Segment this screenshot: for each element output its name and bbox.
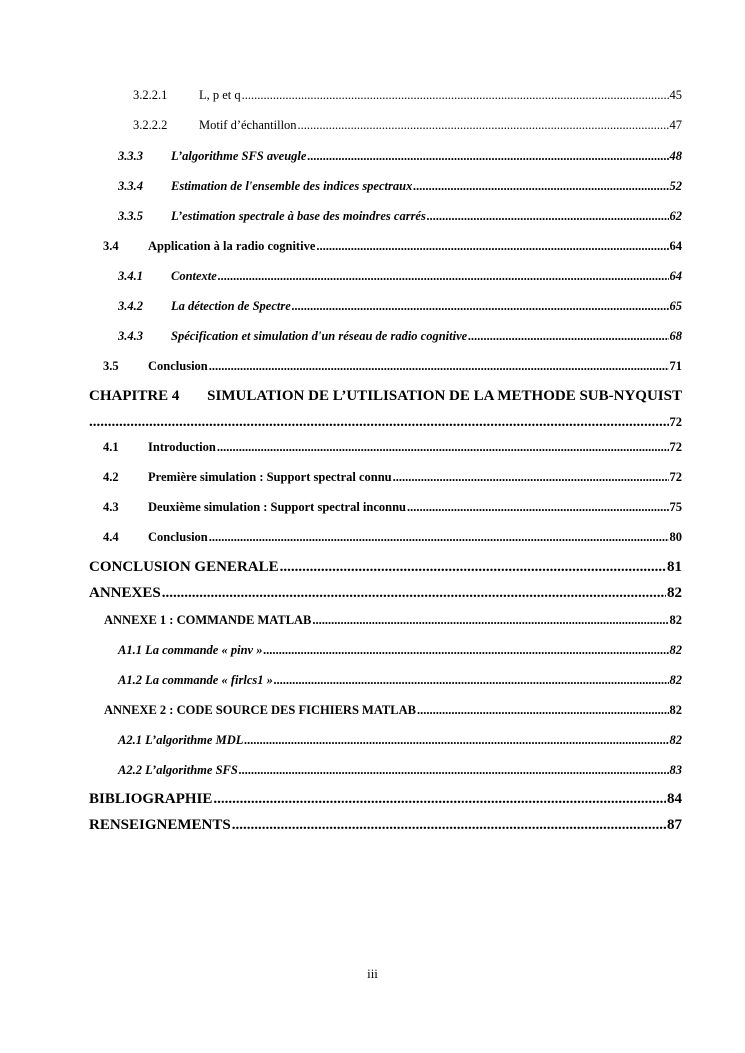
dot-leader xyxy=(292,299,669,314)
toc-entry-a2-2[interactable] xyxy=(89,763,682,778)
toc-entry-page: 81 xyxy=(667,559,682,575)
toc-entry-number: 4.1 xyxy=(103,440,119,454)
toc-entry-chapter-4[interactable] xyxy=(89,388,682,405)
toc-entry-page: 72 xyxy=(669,440,682,454)
toc-entry-number: 3.2.2.2 xyxy=(133,118,168,132)
dot-leader xyxy=(417,703,669,718)
toc-entry-3-2-2-1[interactable] xyxy=(89,88,682,103)
toc-entry-number: 3.3.4 xyxy=(118,179,143,193)
toc-entry-4-1[interactable] xyxy=(89,440,682,455)
toc-entry-3-3-3[interactable] xyxy=(89,149,682,164)
toc-entry-annexe-1[interactable] xyxy=(89,613,682,628)
toc-entry-4-4[interactable] xyxy=(89,530,682,545)
toc-entry-title: L’algorithme SFS aveugle xyxy=(171,149,307,163)
toc-entry-number: 3.3.5 xyxy=(118,209,143,223)
toc-entry-title: Estimation de l'ensemble des indices spectraux xyxy=(171,179,413,193)
toc-entry-title: ANNEXES xyxy=(89,585,161,601)
toc-entry-number: 3.4.3 xyxy=(118,329,143,343)
toc-entry-title: La détection de Spectre xyxy=(171,299,291,313)
toc-entry-title: Conclusion xyxy=(148,530,208,544)
toc-entry-page: 82 xyxy=(669,673,682,687)
toc-entry-title: A2.1 L’algorithme MDL xyxy=(118,733,244,747)
dot-leader xyxy=(218,269,669,284)
toc-entry-3-4-3[interactable] xyxy=(89,329,682,344)
dot-leader xyxy=(263,643,668,658)
toc-entry-page: 84 xyxy=(667,791,682,807)
toc-entry-number: 3.5 xyxy=(103,359,119,373)
toc-entry-a1-2[interactable] xyxy=(89,673,682,688)
toc-entry-page: 72 xyxy=(669,415,682,429)
toc-entry-3-5[interactable] xyxy=(89,359,682,374)
toc-entry-conclusion-generale[interactable] xyxy=(89,559,682,576)
dot-leader xyxy=(89,414,669,431)
toc-entry-page: 47 xyxy=(669,118,682,132)
toc-entry-number: 3.4 xyxy=(103,239,119,253)
toc-entry-title: Deuxième simulation : Support spectral inconnu xyxy=(148,500,407,514)
toc-entry-page: 45 xyxy=(669,88,682,102)
toc-entry-3-2-2-2[interactable] xyxy=(89,118,682,133)
toc-entry-3-3-4[interactable] xyxy=(89,179,682,194)
toc-entry-page: 82 xyxy=(667,585,682,601)
toc-entry-page: 82 xyxy=(669,613,682,627)
dot-leader xyxy=(413,179,668,194)
page-number: iii xyxy=(367,966,378,981)
chapter-label: CHAPITRE 4 xyxy=(89,388,180,404)
toc-entry-title: Introduction xyxy=(148,440,216,454)
chapter-4-leader-line[interactable] xyxy=(89,414,682,431)
dot-leader xyxy=(209,530,669,545)
toc-entry-title: Motif d’échantillon xyxy=(199,118,297,132)
dot-leader xyxy=(307,149,668,164)
dot-leader xyxy=(213,791,666,808)
toc-entry-page: 64 xyxy=(669,239,682,253)
toc-entry-title: Application à la radio cognitive xyxy=(148,239,316,253)
dot-leader xyxy=(468,329,668,344)
toc-entry-number: 3.3.3 xyxy=(118,149,143,163)
toc-entry-title: Spécification et simulation d'un réseau de radio cognitive xyxy=(171,329,468,343)
toc-entry-title: A1.2 La commande « firlcs1 » xyxy=(118,673,273,687)
toc-entry-renseignements[interactable] xyxy=(89,817,682,834)
toc-entry-page: 62 xyxy=(669,209,682,223)
toc-entry-page: 75 xyxy=(669,500,682,514)
toc-entry-title: A1.1 La commande « pinv » xyxy=(118,643,263,657)
toc-entry-annexes[interactable] xyxy=(89,585,682,602)
dot-leader xyxy=(209,359,669,374)
toc-entry-a2-1[interactable] xyxy=(89,733,682,748)
toc-entry-title: Conclusion xyxy=(148,359,208,373)
toc-entry-number: 4.4 xyxy=(103,530,119,544)
toc-entry-page: 87 xyxy=(667,817,682,833)
toc-entry-4-3[interactable] xyxy=(89,500,682,515)
toc-entry-title: ANNEXE 2 : CODE SOURCE DES FICHIERS MATLAB xyxy=(104,703,416,717)
toc-entry-page: 65 xyxy=(669,299,682,313)
toc-entry-page: 82 xyxy=(669,643,682,657)
toc-entry-page: 68 xyxy=(669,329,682,343)
toc-entry-title: CONCLUSION GENERALE xyxy=(89,559,279,575)
toc-entry-title: Contexte xyxy=(171,269,217,283)
dot-leader xyxy=(239,763,669,778)
toc-entry-3-4-2[interactable] xyxy=(89,299,682,314)
toc-entry-page: 80 xyxy=(669,530,682,544)
toc-entry-page: 52 xyxy=(669,179,682,193)
toc-entry-page: 71 xyxy=(669,359,682,373)
toc-entry-4-2[interactable] xyxy=(89,470,682,485)
dot-leader xyxy=(407,500,668,515)
dot-leader xyxy=(316,239,668,254)
toc-entry-number: 3.2.2.1 xyxy=(133,88,168,102)
dot-leader xyxy=(393,470,669,485)
toc-entry-bibliographie[interactable] xyxy=(89,791,682,808)
chapter-title: SIMULATION DE L’UTILISATION DE LA METHODE SUB-NYQUIST xyxy=(207,388,682,404)
toc-entry-annexe-2[interactable] xyxy=(89,703,682,718)
toc-entry-number: 3.4.2 xyxy=(118,299,143,313)
toc-entry-3-3-5[interactable] xyxy=(89,209,682,224)
toc-entry-page: 83 xyxy=(669,763,682,777)
toc-entry-title: L’estimation spectrale à base des moindres carrés xyxy=(171,209,426,223)
toc-entry-title: L, p et q xyxy=(199,88,241,102)
toc-entry-title: ANNEXE 1 : COMMANDE MATLAB xyxy=(104,613,312,627)
dot-leader xyxy=(244,733,668,748)
dot-leader xyxy=(427,209,669,224)
dot-leader xyxy=(274,673,669,688)
dot-leader xyxy=(280,559,666,576)
dot-leader xyxy=(312,613,668,628)
toc-entry-3-4-1[interactable] xyxy=(89,269,682,284)
toc-entry-page: 72 xyxy=(669,470,682,484)
dot-leader xyxy=(232,817,666,834)
toc-entry-page: 48 xyxy=(669,149,682,163)
toc-entry-number: 3.4.1 xyxy=(118,269,143,283)
toc-entry-3-4[interactable] xyxy=(89,239,682,254)
toc-entry-number: 4.3 xyxy=(103,500,119,514)
toc-entry-title: Première simulation : Support spectral connu xyxy=(148,470,392,484)
toc-entry-page: 64 xyxy=(669,269,682,283)
dot-leader xyxy=(298,118,669,133)
toc-entry-title: RENSEIGNEMENTS xyxy=(89,817,231,833)
toc-entry-title: A2.2 L’algorithme SFS xyxy=(118,763,238,777)
toc-entry-a1-1[interactable] xyxy=(89,643,682,658)
toc-entry-title: BIBLIOGRAPHIE xyxy=(89,791,213,807)
dot-leader xyxy=(242,88,669,103)
dot-leader xyxy=(217,440,669,455)
toc-entry-page: 82 xyxy=(669,703,682,717)
toc-entry-page: 82 xyxy=(669,733,682,747)
dot-leader xyxy=(162,585,666,602)
toc-entry-number: 4.2 xyxy=(103,470,119,484)
